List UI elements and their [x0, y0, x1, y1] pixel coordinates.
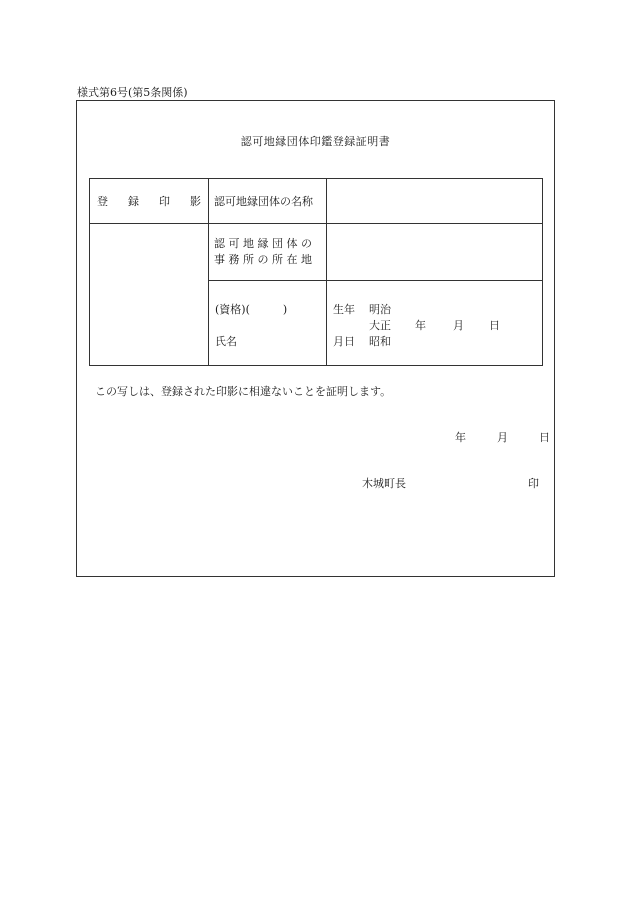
org-address-label-line1: 認可地縁団体の	[214, 237, 316, 250]
issue-year-unit: 年	[455, 431, 466, 444]
issuer-title: 木城町長	[362, 477, 406, 490]
seal-mark: 印	[528, 477, 539, 490]
birth-label-top: 生年	[333, 303, 355, 316]
org-address-label-cell	[209, 224, 327, 281]
qualification-label: (資格)( )	[215, 303, 288, 316]
birthdate-cell	[327, 281, 543, 366]
era-meiji: 明治	[369, 303, 391, 316]
birth-day-unit: 日	[489, 319, 500, 332]
table-row	[90, 179, 543, 224]
issue-month-unit: 月	[497, 431, 508, 444]
seal-header-char: 登	[97, 195, 108, 208]
birth-month-unit: 月	[453, 319, 464, 332]
certificate-table	[89, 178, 543, 366]
org-name-label-cell	[209, 179, 327, 224]
qualification-name-cell	[209, 281, 327, 366]
seal-header-char: 印	[159, 195, 170, 208]
org-address-label-line2: 事務所の所在地	[214, 253, 316, 266]
issue-day-unit: 日	[539, 431, 550, 444]
seal-header-char: 録	[128, 195, 139, 208]
document-title: 認可地縁団体印鑑登録証明書	[240, 135, 391, 148]
table-row	[90, 224, 543, 281]
era-taisho: 大正	[369, 319, 391, 332]
issue-date	[455, 429, 550, 445]
seal-impression-header	[90, 179, 209, 224]
name-label: 氏名	[215, 335, 237, 348]
org-name-value-cell	[327, 179, 543, 224]
certificate-frame	[76, 100, 555, 577]
birth-label-bottom: 月日	[333, 335, 355, 348]
org-name-label: 認可地縁団体の名称	[214, 195, 313, 208]
certification-statement: この写しは、登録された印影に相違ないことを証明します。	[95, 385, 392, 398]
form-number-label: 様式第6号(第5条関係)	[77, 86, 188, 99]
seal-header-char: 影	[190, 195, 201, 208]
org-address-value-cell	[327, 224, 543, 281]
birth-year-unit: 年	[415, 319, 426, 332]
era-showa: 昭和	[369, 335, 391, 348]
seal-impression-area	[90, 224, 209, 366]
